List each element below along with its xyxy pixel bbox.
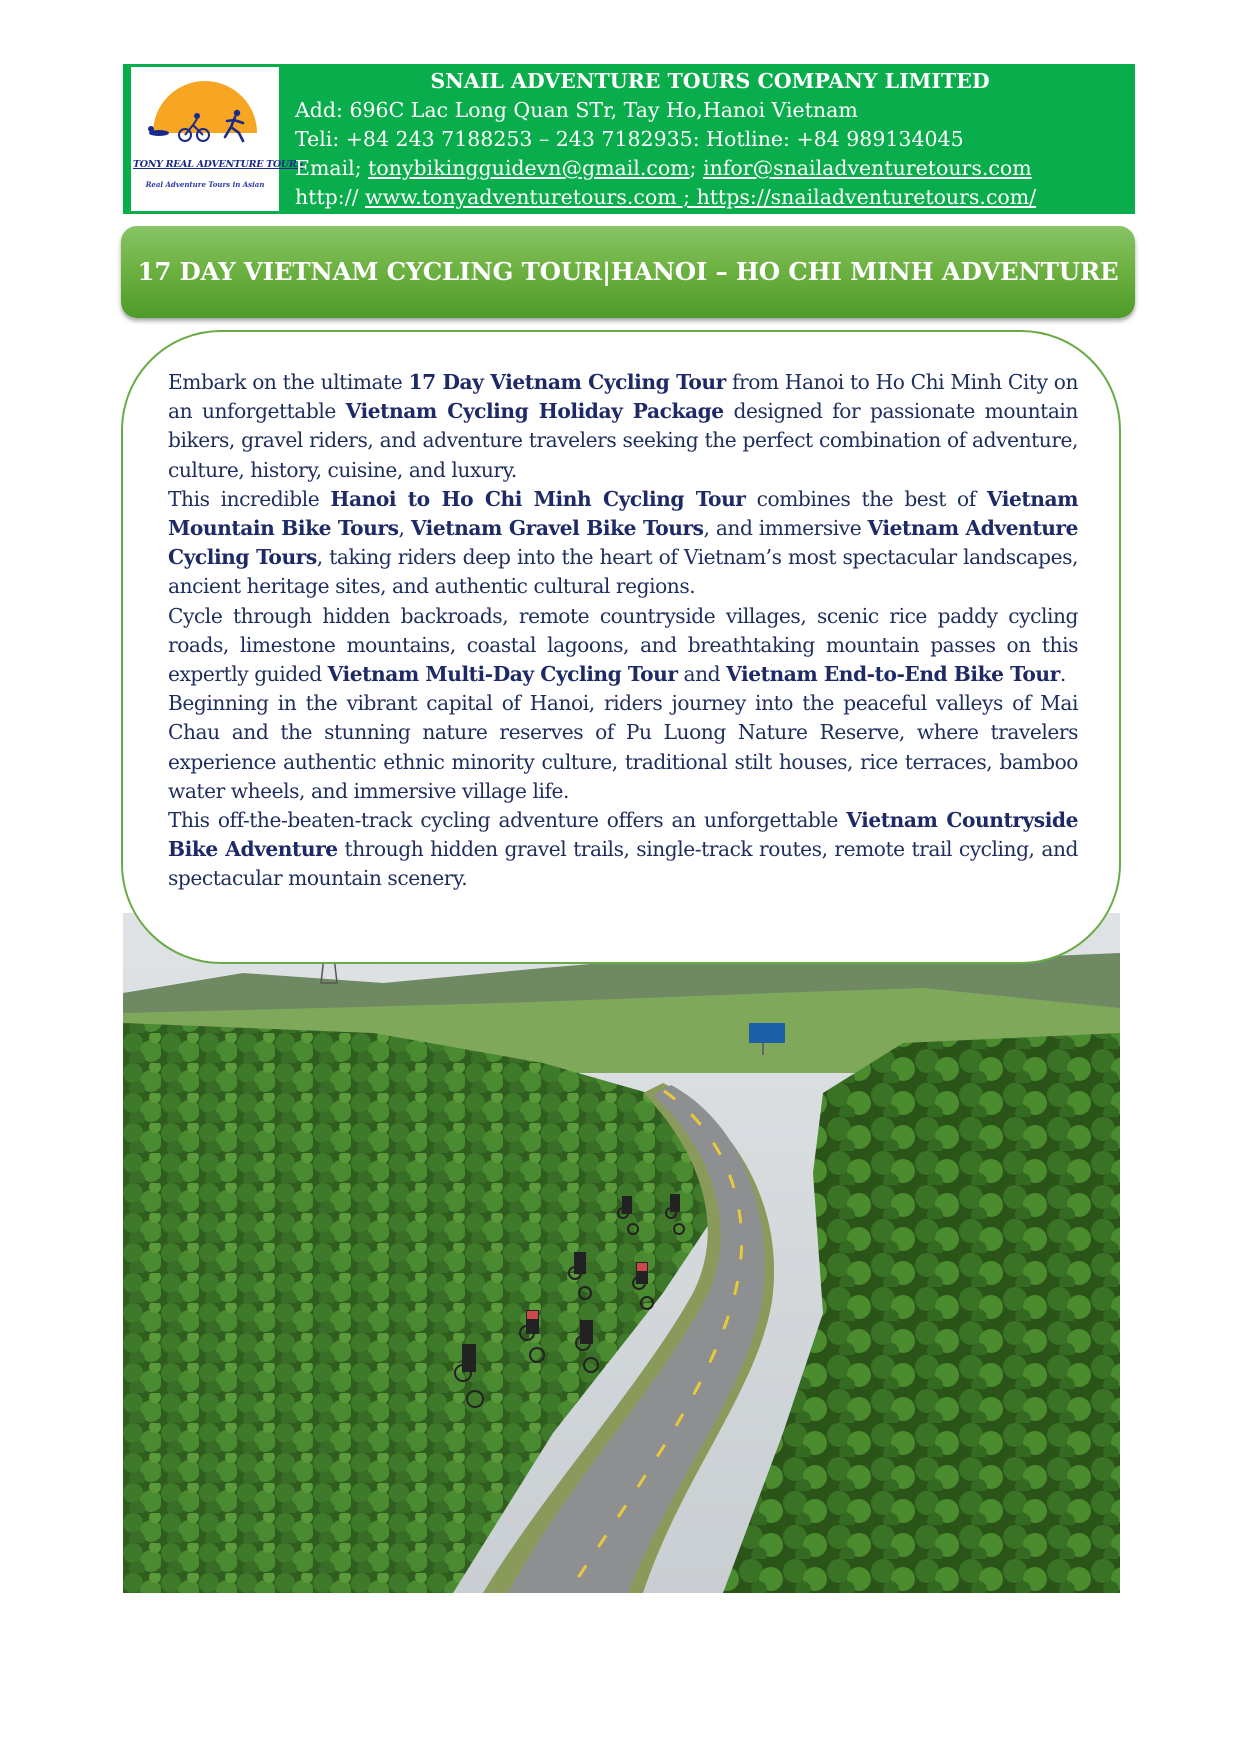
intro-paragraph-5 [168, 806, 1078, 894]
intro-paragraph-3 [168, 602, 1078, 690]
highlight-run: Vietnam Cycling Holiday Package [345, 399, 724, 424]
email-link-1[interactable]: tonybikingguidevn@gmail.com [368, 156, 690, 180]
text-run: combines the best of [745, 486, 987, 511]
text-run: , and immersive [703, 516, 868, 541]
text-run: . [1059, 662, 1066, 687]
highlight-run: 17 Day Vietnam Cycling Tour [408, 370, 726, 394]
company-web-line [295, 183, 1125, 212]
tour-title: 17 DAY VIETNAM CYCLING TOUR|HANOI – HO CHI MINH ADVENTURE [137, 257, 1119, 286]
aerial-cycling-road-photo [123, 913, 1120, 1593]
website-link-2[interactable]: ; https://snailadventuretours.com/ [676, 185, 1037, 209]
text-run: This off-the-beaten-track cycling adventure offers an unforgettable [168, 808, 847, 833]
email-link-2[interactable]: infor@snailadventuretours.com [703, 156, 1032, 180]
text-run: and [677, 662, 727, 687]
highlight-run: Vietnam Multi-Day Cycling Tour [327, 662, 678, 687]
intro-text [168, 368, 1078, 894]
text-run: designed for passionate mountain bikers, gravel riders, and adventure travelers seeking the perfect combination of adventure, culture, history, cuisine, and luxury. [168, 399, 1078, 482]
highlight-run: Vietnam End-to-End Bike Tour [726, 662, 1060, 687]
highlight-run: Vietnam Countryside Bike Adventure [168, 808, 1078, 862]
highlight-run: Hanoi to Ho Chi Minh Cycling Tour [330, 486, 746, 511]
company-logo [131, 67, 304, 211]
text-run: , [398, 516, 411, 541]
text-run: from Hanoi to Ho Chi Minh City on an unforgettable [168, 370, 1078, 424]
logo-company-name: TONY REAL ADVENTURE TOURS [133, 159, 304, 170]
landscape-illustration [123, 913, 1120, 1593]
email-label: Email; [295, 156, 369, 180]
intro-paragraph-1 [168, 368, 1078, 485]
highlight-run: Vietnam Mountain Bike Tours [168, 486, 1079, 541]
intro-paragraph-4: Beginning in the vibrant capital of Hanoi, riders journey into the peaceful valleys of Mai Chau and the stunning nature reserves of Pu Luong Nature Reserve, where travelers experience authentic ethnic minority culture, traditional stilt houses, rice terraces, bamboo water wheels, and immersive village life. [168, 691, 1078, 803]
text-run: through hidden gravel trails, single-track routes, remote trail cycling, and spectacular mountain scenery. [168, 837, 1078, 891]
company-header [123, 64, 1135, 214]
company-phone: Teli: +84 243 7188253 – 243 7182935: Hotline: +84 989134045 [295, 127, 964, 151]
text-run: Cycle through hidden backroads, remote countryside villages, scenic rice paddy cycling roads, limestone mountains, coastal lagoons, and breathtaking mountain passes on this expertly guided [168, 603, 1078, 687]
logo-tagline: Real Adventure Tours in Asian [145, 180, 265, 189]
website-link-1[interactable]: www.tonyadventuretours.com [365, 185, 677, 209]
text-run: , taking riders deep into the heart of Vietnam’s most spectacular landscapes, ancient heritage sites, and authentic cultural regions. [168, 545, 1078, 599]
highlight-run: Vietnam Gravel Bike Tours [410, 516, 704, 541]
company-email-line [295, 154, 1125, 183]
email-separator: ; [689, 156, 697, 180]
intro-paragraph-2 [168, 485, 1078, 602]
tour-title-banner [121, 226, 1135, 318]
cyclist-logo-icon [145, 107, 265, 143]
web-label: http:// [295, 185, 366, 209]
company-name: SNAIL ADVENTURE TOURS COMPANY LIMITED [430, 69, 990, 93]
company-contact-block [295, 67, 1125, 212]
company-address: Add: 696C Lac Long Quan STr, Tay Ho,Hanoi Vietnam [295, 98, 858, 122]
highlight-run: Vietnam Adventure Cycling Tours [168, 516, 1079, 570]
intro-box [121, 330, 1121, 964]
text-run: This incredible [168, 486, 331, 511]
text-run: Embark on the ultimate [168, 370, 409, 394]
